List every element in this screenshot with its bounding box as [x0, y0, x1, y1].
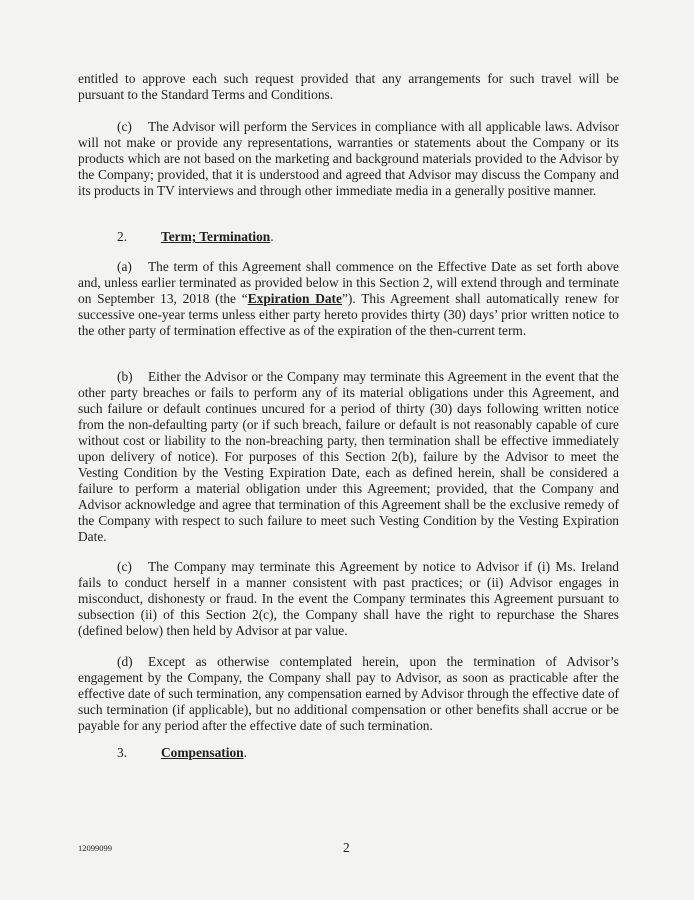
clause-text-cont: ”). This Agreement shall automatically renew for successive one-year terms unless either party hereto provides thirty (30) days’ prior written notice to the other party of termination effective as of the expiration of the then-current term.: [78, 291, 620, 338]
clause-marker: (a): [117, 259, 132, 274]
clause-marker: (c): [117, 559, 132, 574]
section-3-heading: 3. Compensation.: [117, 745, 247, 760]
paragraph-2b: [78, 369, 619, 545]
section-title: Term; Termination: [161, 229, 271, 244]
paragraph-2d: [78, 654, 619, 734]
section-2-heading: 2. Term; Termination.: [117, 229, 274, 244]
clause-text: The Advisor will perform the Services in compliance with all applicable laws. Advisor will not make or provide any representations, warranties or statements about the Company or its products which are not based on the marketing and background materials provided to the Advisor by the Company; provided, that it is understood and agreed that Advisor may discuss the Company and its products in TV interviews and through other immediate media in a generally positive manner.: [78, 119, 619, 198]
clause-marker: (b): [117, 369, 133, 384]
paragraph-continued: entitled to approve each such request provided that any arrangements for such travel will be pursuant to the Standard Terms and Conditions.: [78, 71, 619, 102]
clause-marker: (d): [117, 654, 133, 669]
section-number: 2.: [117, 229, 128, 244]
clause-text: Except as otherwise contemplated herein, upon the termination of Advisor’s engagement by the Company, the Company shall pay to Advisor, as soon as practicable after the effective date of such termination, any compensation earned by Advisor through the effective date of such termination (if applicable), but no additional compensation or other benefits shall accrue or be payable for any period after the effective date of such termination.: [78, 654, 619, 733]
document-id: 12099099: [78, 843, 112, 853]
section-title: Compensation: [161, 745, 244, 760]
page-number: 2: [343, 840, 350, 855]
paragraph-2c: [78, 559, 619, 639]
defined-term: Expiration Date: [247, 291, 342, 306]
section-number: 3.: [117, 745, 128, 760]
clause-text: Either the Advisor or the Company may terminate this Agreement in the event that the other party breaches or fails to perform any of its material obligations under this Agreement, and such failure or default continues uncured for a period of thirty (30) days following written notice from the non-defaulting party (or if such breach, failure or default is not reasonably capable of cure without cost or liability to the non-breaching party, then termination shall be effective immediately upon delivery of notice). For purposes of this Section 2(b), failure by the Advisor to meet the Vesting Condition by the Vesting Expiration Date, each as defined herein, shall be considered a failure to perform a material obligation under this Agreement; provided, that the Company and Advisor acknowledge and agree that termination of this Agreement shall be the exclusive remedy of the Company with respect to such failure to meet such Vesting Condition by the Vesting Expiration Date.: [78, 369, 619, 544]
clause-marker: (c): [117, 119, 132, 134]
paragraph-1c: [78, 119, 619, 199]
paragraph-2a: [78, 259, 619, 339]
clause-text: The term of this Agreement shall commence on the Effective Date as set forth above and, unless earlier terminated as provided below in this Section 2, will extend through and terminate on September 13, 2018 (the “: [78, 259, 619, 306]
clause-text: The Company may terminate this Agreement by notice to Advisor if (i) Ms. Ireland fails to conduct herself in a manner consistent with past practices; or (ii) Advisor engages in misconduct, dishonesty or fraud. In the event the Company terminates this Agreement pursuant to subsection (ii) of this Section 2(c), the Company shall have the right to repurchase the Shares (defined below) then held by Advisor at par value.: [78, 559, 619, 638]
